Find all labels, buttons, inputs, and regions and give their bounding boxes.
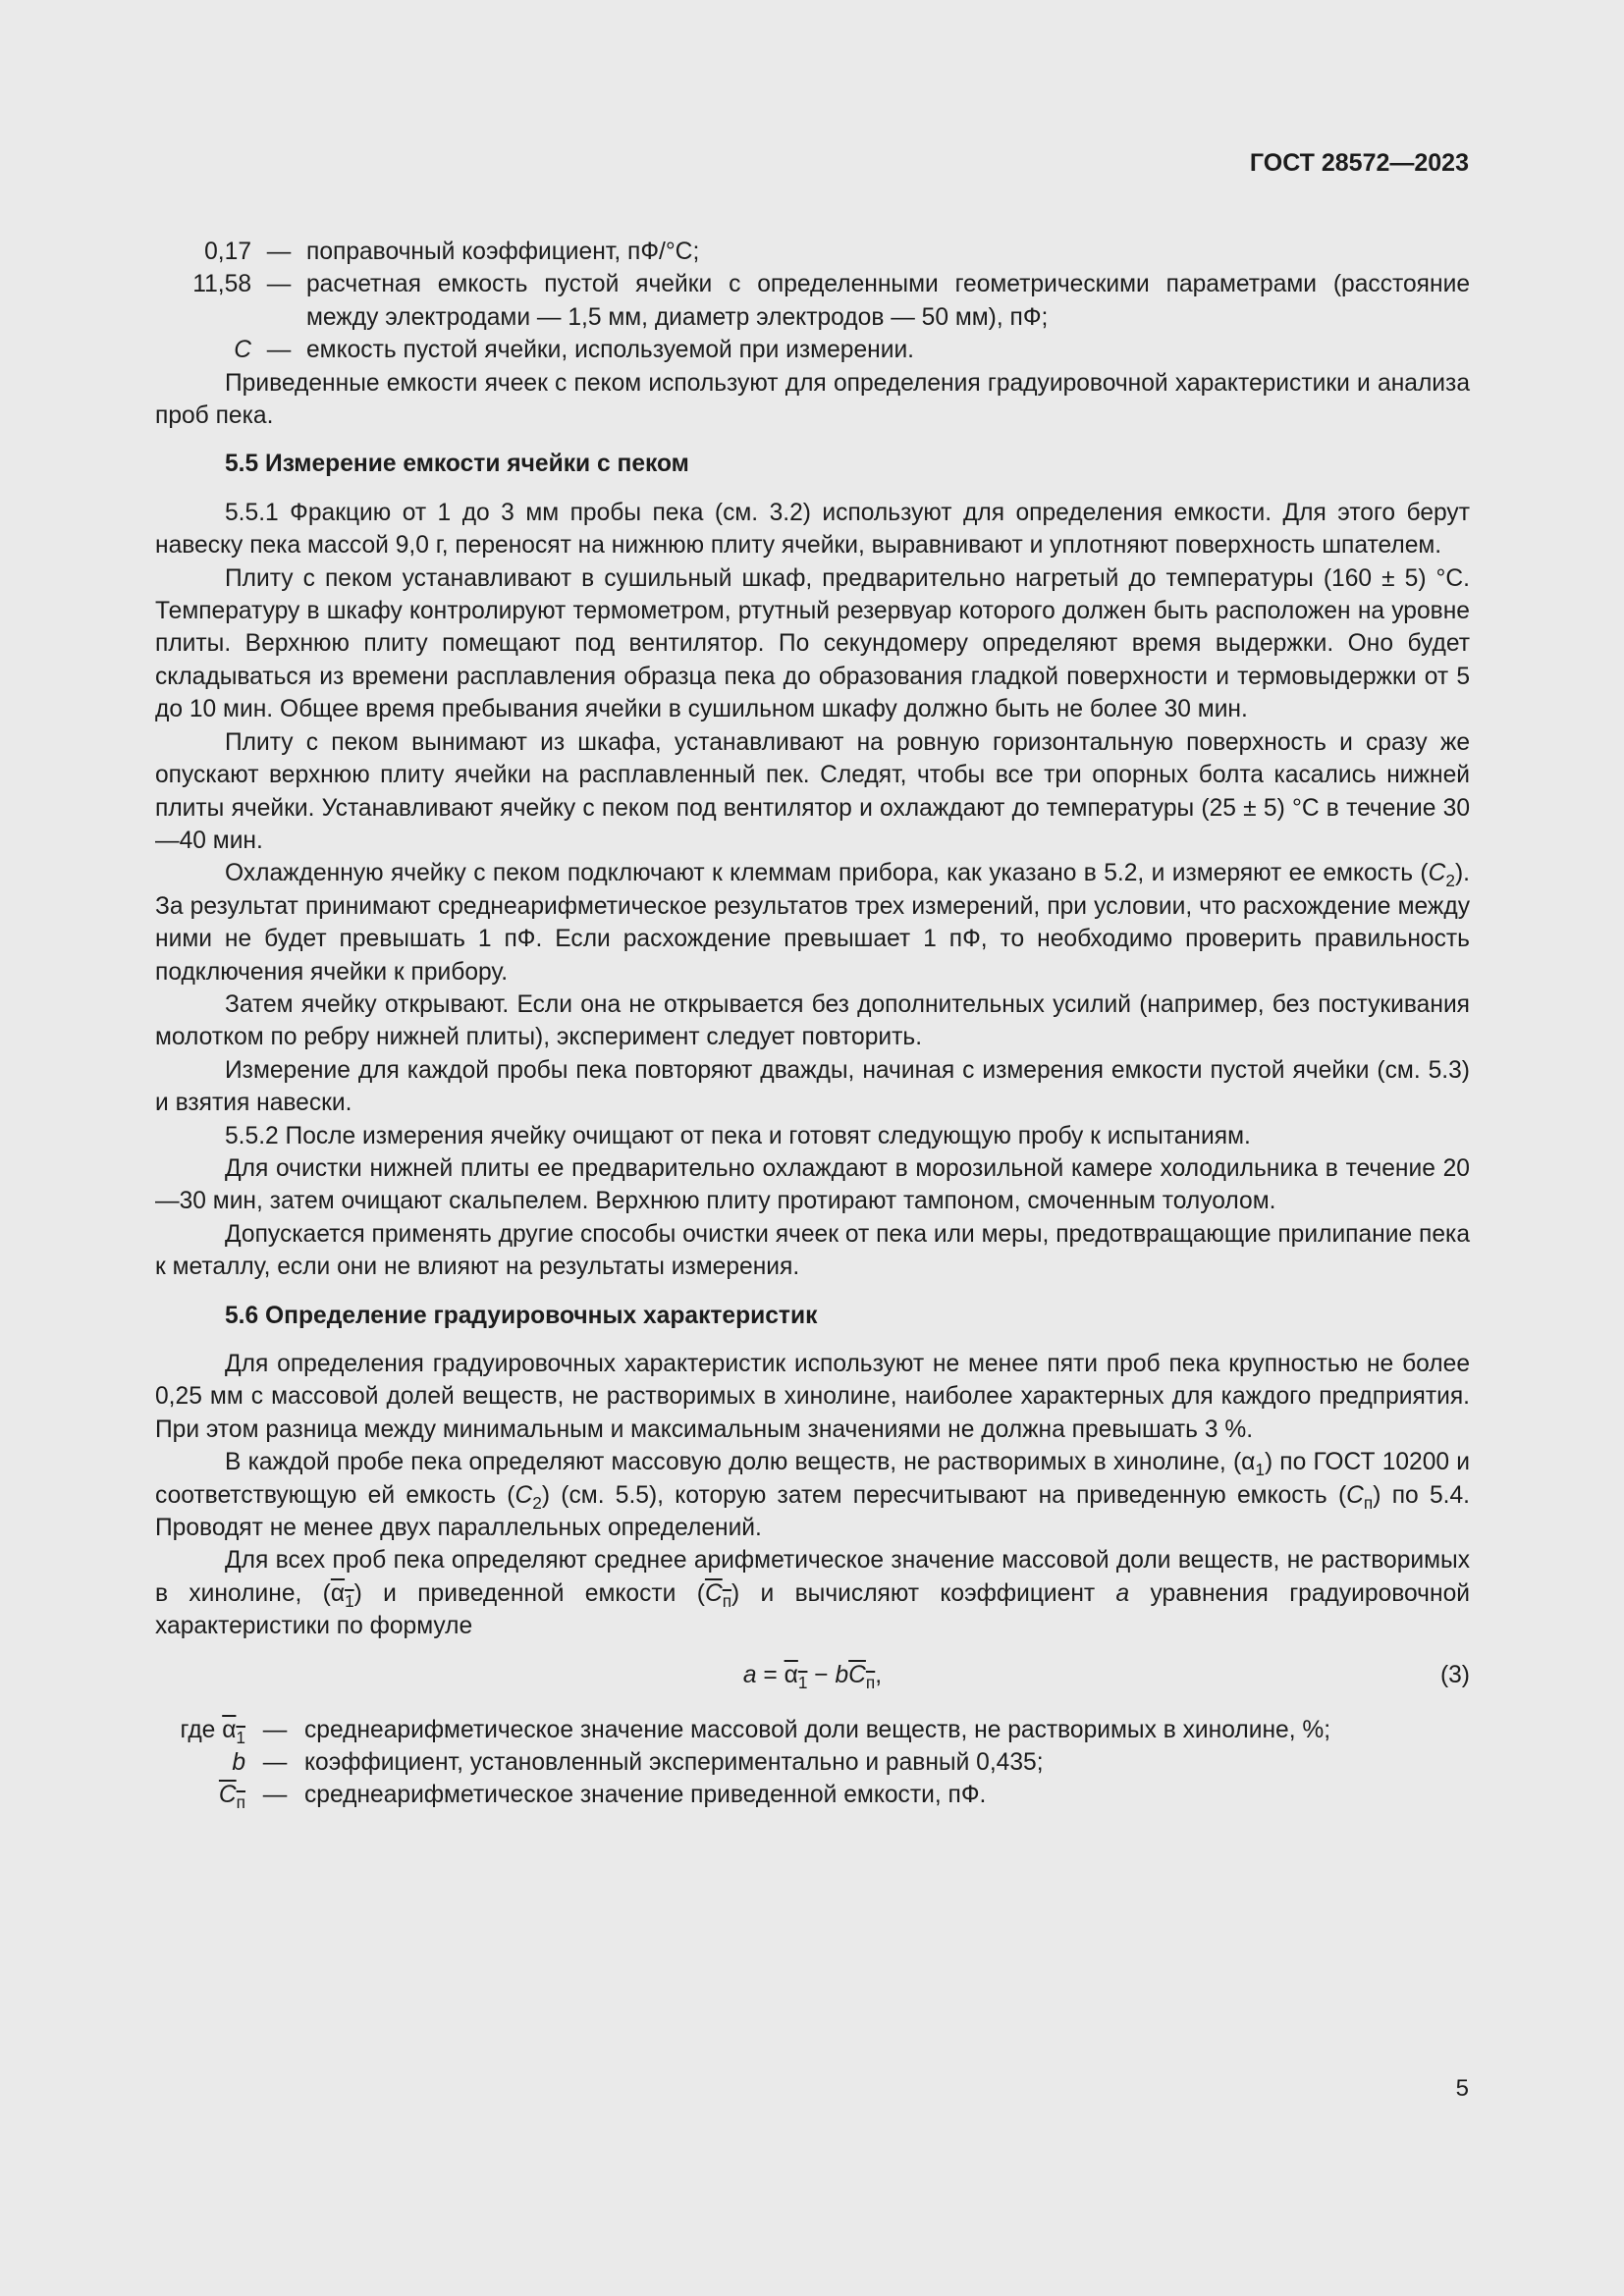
definition-symbol: 0,17 bbox=[204, 239, 251, 265]
definition-symbol: b bbox=[232, 1749, 245, 1777]
section-heading-5-5: 5.5 Измерение емкости ячейки с пеком bbox=[225, 451, 689, 478]
formula-3 bbox=[155, 1651, 1470, 1700]
paragraph: Охлажденную ячейку с пеком подключают к клеммам прибора, как указано в 5.2, и измеряют ее емкость $(C_2)$. За результат принимают среднеарифметическое результатов трех измерений, при условии, что расхождение между ними не будет превышать 1 пФ. Если расхождение превышает 1 пФ, то необходимо проверить правильность подключения ячейки к прибору. bbox=[155, 860, 1470, 986]
paragraph: 5.5.2 После измерения ячейку очищают от пека и готовят следующую пробу к испытаниям. bbox=[225, 1122, 1251, 1149]
paragraph: Плиту с пеком устанавливают в сушильный шкаф, предварительно нагретый до температуры (160 ± 5) °С. Температуру в шкафу контролируют термометром, ртутный резервуар которого должен быть расположен на уровне плиты. Верхнюю плиту помещают под вентилятор. По секундомеру определяют время выдержки. Оно будет складываться из времени расплавления образца пека до образования гладкой поверхности и термовыдержки от 5 до 10 мин. Общее время пребывания ячейки в сушильном шкафу должно быть не более 30 мин. bbox=[155, 564, 1470, 723]
formula-number: (3) bbox=[1439, 1661, 1470, 1688]
page-body bbox=[155, 236, 1470, 1812]
paragraph: Для определения градуировочных характеристик используют не менее пяти проб пека крупностью не более 0,25 мм с массовой долей веществ, не растворимых в хинолине, наиболее характерных для каждого предприятия. При этом разница между минимальным и максимальным значениями не должна превышать 3 %. bbox=[155, 1351, 1470, 1443]
definition-row bbox=[155, 1714, 1470, 1746]
paragraph: Для всех проб пека определяют среднее арифметическое значение массовой доли веществ, не растворимых в хинолине, $(\alpha_1)$ и приведенной емкости $(C_п)$ и вычисляют коэффициент a уравнения градуировочной характеристики по формуле bbox=[155, 1547, 1470, 1640]
definition-row bbox=[155, 1779, 1470, 1811]
definition-dash: — bbox=[262, 1716, 288, 1743]
paragraph: 5.5.1 Фракцию от 1 до 3 мм пробы пека (см. 3.2) используют для определения емкости. Для этого берут навеску пека массой 9,0 г, переносят на нижнюю плиту ячейки, выравнивают и уплотняют поверхность шпателем. bbox=[155, 499, 1470, 560]
page-number: 5 bbox=[1455, 2075, 1469, 2102]
paragraph: Приведенные емкости ячеек с пеком используют для определения градуировочной характеристики и анализа проб пека. bbox=[155, 369, 1470, 430]
definition-text: емкость пустой ячейки, используемой при измерении. bbox=[306, 337, 915, 364]
definition-row bbox=[155, 1746, 1470, 1779]
formula-expression: $a = \alpha_1 - bC_п$, bbox=[742, 1661, 883, 1692]
document-code: ГОСТ 28572—2023 bbox=[1249, 149, 1469, 177]
definition-dash: — bbox=[266, 271, 292, 298]
definition-text: расчетная емкость пустой ячейки с определенными геометрическими параметрами (расстояние между электродами — 1,5 мм, диаметр электродов — 50 мм), пФ; bbox=[306, 271, 1470, 331]
definition-dash: — bbox=[266, 337, 292, 364]
definition-text: среднеарифметическое значение массовой доли веществ, не растворимых в хинолине, %; bbox=[304, 1716, 1331, 1743]
definition-symbol: 11,58 bbox=[192, 271, 251, 298]
definition-row bbox=[155, 334, 1470, 366]
paragraph: Измерение для каждой пробы пека повторяют дважды, начиная с измерения емкости пустой ячейки (см. 5.3) и взятия навески. bbox=[155, 1056, 1470, 1117]
definition-text: коэффициент, установленный экспериментально и равный 0,435; bbox=[304, 1749, 1044, 1777]
definition-text: поправочный коэффициент, пФ/°С; bbox=[306, 239, 700, 265]
definition-dash: — bbox=[262, 1749, 288, 1777]
paragraph: Плиту с пеком вынимают из шкафа, устанавливают на ровную горизонтальную поверхность и сразу же опускают верхнюю плиту ячейки на расплавленный пек. Следят, чтобы все три опорных болта касались нижней плиты ячейки. Устанавливают ячейку с пеком под вентилятор и охлаждают до температуры (25 ± 5) °С в течение 30—40 мин. bbox=[155, 728, 1470, 854]
section-heading-5-6: 5.6 Определение градуировочных характеристик bbox=[225, 1302, 818, 1329]
definition-symbol: где $\alpha_1$ bbox=[180, 1716, 245, 1747]
paragraph: Затем ячейку открывают. Если она не открывается без дополнительных усилий (например, без постукивания молотком по ребру нижней плиты), эксперимент следует повторить. bbox=[155, 990, 1470, 1051]
paragraph: Для очистки нижней плиты ее предварительно охлаждают в морозильной камере холодильника в течение 20—30 мин, затем очищают скальпелем. Верхнюю плиту протирают тампоном, смоченным толуолом. bbox=[155, 1154, 1470, 1215]
definition-row bbox=[155, 236, 1470, 268]
definition-symbol: $C_п$ bbox=[218, 1782, 245, 1813]
definition-text: среднеарифметическое значение приведенной емкости, пФ. bbox=[304, 1782, 987, 1809]
paragraph: В каждой пробе пека определяют массовую долю веществ, не растворимых в хинолине, $(\alpha_1)$ по ГОСТ 10200 и соответствующую ей емкость $(C_2)$ (см. 5.5), которую затем пересчитывают на приведенную емкость $(C_п)$ по 5.4. Проводят не менее двух параллельных определений. bbox=[155, 1449, 1471, 1542]
definition-row bbox=[155, 268, 1470, 334]
definition-symbol: C bbox=[234, 337, 251, 364]
definition-dash: — bbox=[262, 1782, 288, 1809]
definition-dash: — bbox=[266, 239, 292, 265]
paragraph: Допускается применять другие способы очистки ячеек от пека или меры, предотвращающие прилипание пека к металлу, если они не влияют на результаты измерения. bbox=[155, 1220, 1470, 1281]
